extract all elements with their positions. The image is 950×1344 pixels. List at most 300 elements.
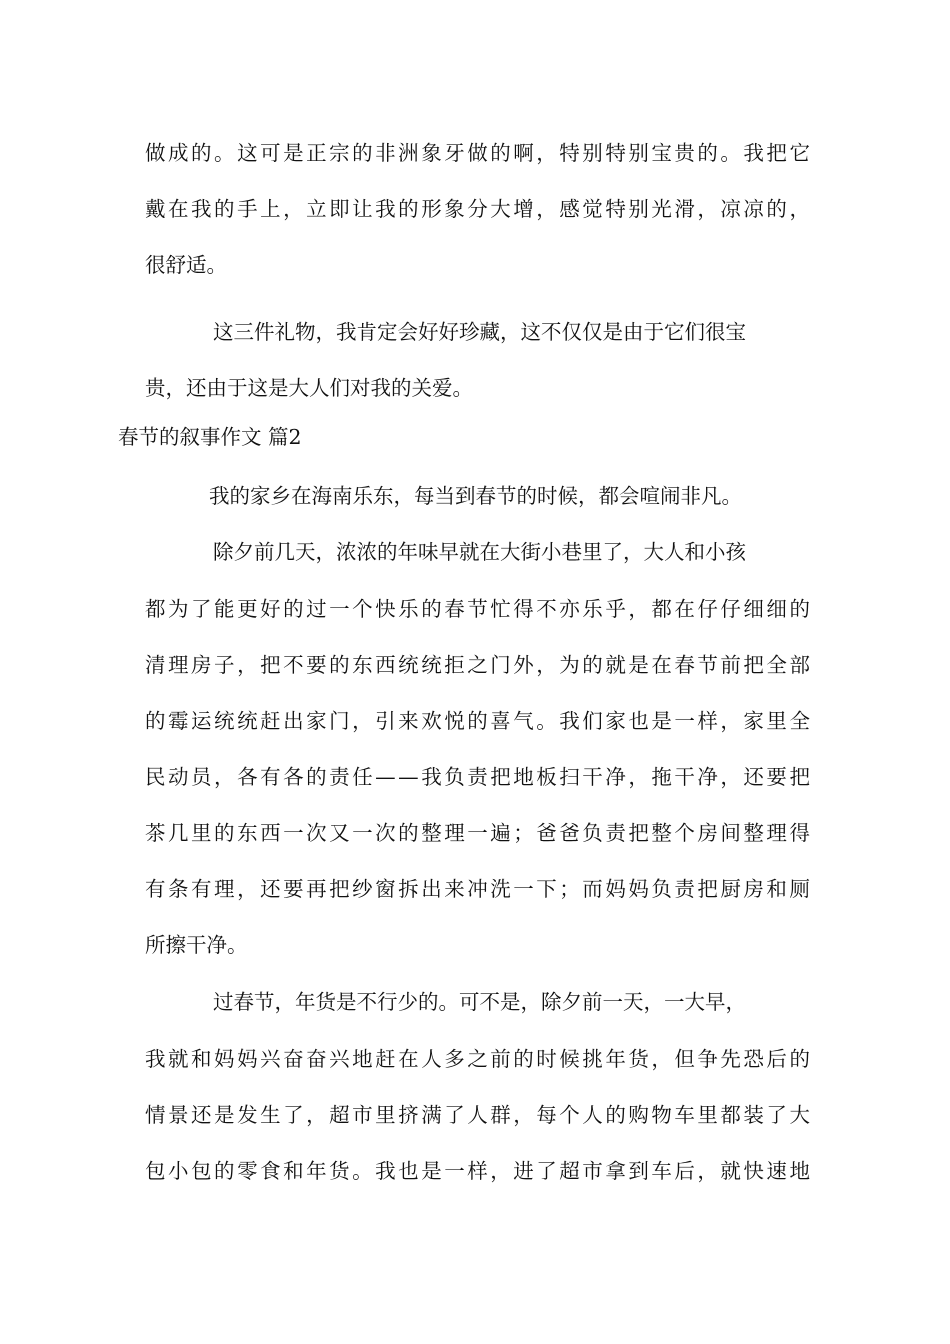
text-char: 而 <box>582 877 603 901</box>
text-char: 房 <box>743 877 764 901</box>
text-char: 喜 <box>490 709 511 733</box>
text-char: 的 <box>214 197 235 221</box>
text-char: 是 <box>214 1103 235 1127</box>
text-char: 细 <box>766 597 787 621</box>
text-char: 的 <box>421 597 442 621</box>
text-char: 净 <box>605 765 626 789</box>
text-char: ， <box>536 197 557 221</box>
text-char: 把 <box>766 141 787 165</box>
text-char: 有 <box>260 765 281 789</box>
text-char: 是 <box>421 1159 442 1183</box>
text-char: 全 <box>789 709 810 733</box>
text-char: 它 <box>789 141 810 165</box>
text-char: 但 <box>674 1047 695 1071</box>
text-char: 都 <box>145 597 166 621</box>
text-char: 增 <box>513 197 534 221</box>
text-char: 到 <box>628 1159 649 1183</box>
text-char: 冲 <box>467 877 488 901</box>
text-char: 别 <box>628 197 649 221</box>
text-char: 负 <box>651 877 672 901</box>
text-char: ， <box>513 1103 534 1127</box>
text-char: 亦 <box>559 597 580 621</box>
text-char: ， <box>628 765 649 789</box>
text-char: 个 <box>352 597 373 621</box>
text-char: 个 <box>559 1103 580 1127</box>
text-char: 上 <box>260 197 281 221</box>
text-char: 地 <box>352 1047 373 1071</box>
text-char: 都 <box>651 597 672 621</box>
paragraph-three-gifts <box>145 304 810 416</box>
text-char: 扫 <box>559 765 580 789</box>
text-char: 能 <box>214 597 235 621</box>
text-char: 出 <box>283 709 304 733</box>
text-char: 前 <box>720 653 741 677</box>
text-char: 的 <box>398 821 419 845</box>
text-char: 的 <box>191 141 212 165</box>
text-line <box>145 524 810 581</box>
text-char: 零 <box>237 1159 258 1183</box>
text-line <box>145 237 810 293</box>
text-char: 部 <box>789 653 810 677</box>
text-char: 货 <box>628 1047 649 1071</box>
text-char: ， <box>536 141 557 165</box>
text-char: 统 <box>421 653 442 677</box>
text-line-content: 过春节，年货是不行少的。可不是，除夕前一天，一大早， <box>213 990 746 1014</box>
text-char: 干 <box>674 765 695 789</box>
text-char: 宝 <box>651 141 672 165</box>
text-char: 样 <box>697 709 718 733</box>
text-char: 兴 <box>260 1047 281 1071</box>
text-char: 为 <box>559 653 580 677</box>
text-char: 一 <box>283 821 304 845</box>
text-char: 也 <box>628 709 649 733</box>
text-line-content: 除夕前几天，浓浓的年味早就在大街小巷里了，大人和小孩 <box>213 540 746 564</box>
text-char: 人 <box>421 1047 442 1071</box>
text-char: 厨 <box>720 877 741 901</box>
text-line <box>145 637 810 693</box>
text-char: 奋 <box>283 1047 304 1071</box>
text-char: 负 <box>582 821 603 845</box>
text-char: 的 <box>145 709 166 733</box>
text-char: 东 <box>237 821 258 845</box>
text-char: ， <box>536 653 557 677</box>
text-char: 为 <box>168 597 189 621</box>
text-char: 都 <box>720 1103 741 1127</box>
text-char: 细 <box>743 597 764 621</box>
text-char: 一 <box>444 1159 465 1183</box>
text-char: 把 <box>789 765 810 789</box>
text-char: 满 <box>421 1103 442 1127</box>
text-char: 和 <box>766 877 787 901</box>
text-char: 理 <box>444 821 465 845</box>
text-char: 间 <box>720 821 741 845</box>
text-char: 一 <box>467 821 488 845</box>
text-char: 把 <box>490 765 511 789</box>
text-char: 清 <box>145 653 166 677</box>
text-line <box>145 861 810 917</box>
text-char: 和 <box>191 1047 212 1071</box>
text-char: 统 <box>398 653 419 677</box>
text-char: 购 <box>628 1103 649 1127</box>
text-char: 情 <box>145 1103 166 1127</box>
text-char: 的 <box>789 597 810 621</box>
text-char: 是 <box>628 653 649 677</box>
text-char: 手 <box>237 197 258 221</box>
text-char: 得 <box>513 597 534 621</box>
text-char: 把 <box>743 653 764 677</box>
text-char: 也 <box>398 1159 419 1183</box>
text-char: 啊 <box>513 141 534 165</box>
text-char: 后 <box>674 1159 695 1183</box>
text-char: 来 <box>398 709 419 733</box>
text-char: 责 <box>674 877 695 901</box>
text-char: 多 <box>444 1047 465 1071</box>
text-char: 地 <box>513 765 534 789</box>
text-char: 我 <box>559 709 580 733</box>
text-char: 发 <box>237 1103 258 1127</box>
text-line <box>145 581 810 637</box>
text-char: 得 <box>789 821 810 845</box>
text-char: 别 <box>582 141 603 165</box>
text-char: 再 <box>306 877 327 901</box>
text-char: 仔 <box>720 597 741 621</box>
text-char: 小 <box>168 1159 189 1183</box>
text-char: 年 <box>605 1047 626 1071</box>
text-line-content: 很舒适。 <box>145 253 227 277</box>
text-char: 拿 <box>605 1159 626 1183</box>
text-line-content: 贵，还由于这是大人们对我的关爱。 <box>145 376 473 400</box>
text-char: 货 <box>329 1159 350 1183</box>
text-char: 还 <box>743 765 764 789</box>
section-heading: 春节的叙事作文 篇2 <box>118 425 302 449</box>
text-char: 爸 <box>536 821 557 845</box>
text-char: 有 <box>145 877 166 901</box>
text-char: 的 <box>306 765 327 789</box>
text-char: 运 <box>191 709 212 733</box>
text-char: 的 <box>214 1159 235 1183</box>
text-char: 门 <box>329 709 350 733</box>
text-char: 忙 <box>490 597 511 621</box>
text-char: 里 <box>766 709 787 733</box>
text-line-content: 我的家乡在海南乐东，每当到春节的时候，都会喧闹非凡。 <box>209 484 742 508</box>
text-char: 滑 <box>674 197 695 221</box>
text-char: 快 <box>743 1159 764 1183</box>
text-char: 奋 <box>306 1047 327 1071</box>
text-char: 之 <box>467 653 488 677</box>
text-char: 西 <box>260 821 281 845</box>
text-char: 一 <box>352 821 373 845</box>
text-char: 时 <box>536 1047 557 1071</box>
text-char: 拒 <box>444 653 465 677</box>
text-char: 就 <box>720 1159 741 1183</box>
text-char: 的 <box>467 709 488 733</box>
text-char: 统 <box>214 709 235 733</box>
text-char: 是 <box>651 709 672 733</box>
text-char: 员 <box>191 765 212 789</box>
text-char: 板 <box>536 765 557 789</box>
text-char: ， <box>720 709 741 733</box>
text-char: 挤 <box>398 1103 419 1127</box>
text-char: 装 <box>743 1103 764 1127</box>
text-char: 的 <box>398 197 419 221</box>
text-char: 家 <box>605 709 626 733</box>
text-char: 人 <box>582 1103 603 1127</box>
text-char: 整 <box>421 821 442 845</box>
text-char: 我 <box>743 141 764 165</box>
text-char: 东 <box>352 653 373 677</box>
text-char: 干 <box>582 765 603 789</box>
text-char: 我 <box>375 197 396 221</box>
text-char: 负 <box>444 765 465 789</box>
text-char: 让 <box>352 197 373 221</box>
text-char: 每 <box>536 1103 557 1127</box>
text-char: 景 <box>168 1103 189 1127</box>
text-char: 理 <box>214 877 235 901</box>
text-char: 几 <box>168 821 189 845</box>
text-char: 节 <box>467 597 488 621</box>
text-char: 们 <box>582 709 603 733</box>
text-char: 一 <box>329 597 350 621</box>
text-char: 次 <box>306 821 327 845</box>
text-line <box>145 749 810 805</box>
text-char: ， <box>697 1159 718 1183</box>
text-char: 就 <box>605 653 626 677</box>
text-char: 霉 <box>168 709 189 733</box>
text-char: 这 <box>237 141 258 165</box>
text-char: 又 <box>329 821 350 845</box>
text-char: 正 <box>306 141 327 165</box>
text-char: 欢 <box>421 709 442 733</box>
text-char: 可 <box>260 141 281 165</box>
text-char: 就 <box>168 1047 189 1071</box>
text-char: 了 <box>536 1159 557 1183</box>
text-char: ， <box>697 197 718 221</box>
text-char: 乎 <box>605 597 626 621</box>
text-char: 整 <box>743 821 764 845</box>
text-char: 的 <box>766 197 787 221</box>
text-char: 里 <box>375 1103 396 1127</box>
text-char: 戴 <box>145 197 166 221</box>
text-char: 理 <box>168 653 189 677</box>
text-char: 前 <box>490 1047 511 1071</box>
text-char: 要 <box>283 877 304 901</box>
text-char: 凉 <box>743 197 764 221</box>
text-line-content: 这三件礼物，我肯定会好好珍藏，这不仅仅是由于它们很宝 <box>213 320 746 344</box>
text-char: 净 <box>697 765 718 789</box>
text-char: 在 <box>674 597 695 621</box>
text-char: 还 <box>260 877 281 901</box>
text-line <box>145 304 810 360</box>
text-char: 责 <box>467 765 488 789</box>
text-char: 任 <box>352 765 373 789</box>
text-char: 个 <box>674 821 695 845</box>
text-char: 民 <box>145 765 166 789</box>
text-char: 特 <box>605 197 626 221</box>
text-char: 先 <box>720 1047 741 1071</box>
text-char: 要 <box>766 765 787 789</box>
text-char: 妈 <box>628 877 649 901</box>
text-char: 把 <box>329 877 350 901</box>
text-char: 洗 <box>490 877 511 901</box>
text-char: 我 <box>145 1047 166 1071</box>
text-char: 遍 <box>490 821 511 845</box>
text-char: 乐 <box>398 597 419 621</box>
text-char: 洲 <box>398 141 419 165</box>
text-char: 出 <box>421 877 442 901</box>
text-char: — <box>398 765 419 789</box>
text-char: 妈 <box>605 877 626 901</box>
text-char: 象 <box>444 197 465 221</box>
text-char: 纱 <box>352 877 373 901</box>
text-char: 西 <box>375 653 396 677</box>
text-char: 牙 <box>444 141 465 165</box>
text-char: 了 <box>766 1103 787 1127</box>
text-char: 即 <box>329 197 350 221</box>
text-char: 责 <box>605 821 626 845</box>
text-char: 统 <box>237 709 258 733</box>
text-char: 车 <box>674 1103 695 1127</box>
text-char: 象 <box>421 141 442 165</box>
text-char: 责 <box>329 765 350 789</box>
text-char: 理 <box>766 821 787 845</box>
text-char: 。 <box>536 709 557 733</box>
text-line-content: 所擦干净。 <box>145 933 248 957</box>
text-char: 的 <box>582 653 603 677</box>
text-char: 市 <box>582 1159 603 1183</box>
text-char: ； <box>513 821 534 845</box>
text-char: 特 <box>559 141 580 165</box>
text-char: 子 <box>214 653 235 677</box>
text-char: 各 <box>283 765 304 789</box>
text-char: 光 <box>651 197 672 221</box>
text-char: 包 <box>145 1159 166 1183</box>
text-char: 一 <box>513 877 534 901</box>
text-char: 后 <box>766 1047 787 1071</box>
text-char: 下 <box>536 877 557 901</box>
text-char: 了 <box>444 1103 465 1127</box>
text-char: 了 <box>283 1103 304 1127</box>
text-char: 了 <box>191 597 212 621</box>
text-char: 人 <box>467 1103 488 1127</box>
text-char: 食 <box>260 1159 281 1183</box>
text-char: 。 <box>352 1159 373 1183</box>
text-char: ， <box>490 1159 511 1183</box>
text-char: 的 <box>490 141 511 165</box>
text-char: 和 <box>283 1159 304 1183</box>
text-char: 候 <box>559 1047 580 1071</box>
text-char: ， <box>237 653 258 677</box>
text-char: 春 <box>674 653 695 677</box>
text-char: 里 <box>191 821 212 845</box>
text-char: 过 <box>306 597 327 621</box>
text-char: 赶 <box>375 1047 396 1071</box>
text-char: 的 <box>697 141 718 165</box>
text-char: 生 <box>260 1103 281 1127</box>
text-char: 赶 <box>260 709 281 733</box>
text-char: 春 <box>444 597 465 621</box>
text-char: 拆 <box>398 877 419 901</box>
text-char: 的 <box>605 1103 626 1127</box>
text-char: 窗 <box>375 877 396 901</box>
text-char: 拖 <box>651 765 672 789</box>
text-line <box>145 693 810 749</box>
text-char: 。 <box>214 141 235 165</box>
text-char: 形 <box>421 197 442 221</box>
text-char: ； <box>559 877 580 901</box>
text-char: — <box>375 765 396 789</box>
text-char: 茶 <box>145 821 166 845</box>
text-char: 好 <box>260 597 281 621</box>
text-char: 不 <box>283 653 304 677</box>
text-char: ， <box>306 1103 327 1127</box>
text-char: 之 <box>467 1047 488 1071</box>
text-char: 各 <box>237 765 258 789</box>
text-char: 争 <box>697 1047 718 1071</box>
text-char: 大 <box>490 197 511 221</box>
text-char: 别 <box>628 141 649 165</box>
text-char: ， <box>789 197 810 221</box>
text-line <box>145 468 810 524</box>
text-char: 外 <box>513 653 534 677</box>
text-char: 妈 <box>214 1047 235 1071</box>
text-char: 家 <box>306 709 327 733</box>
text-char: 恐 <box>743 1047 764 1071</box>
text-char: 妈 <box>237 1047 258 1071</box>
text-char: ， <box>283 197 304 221</box>
text-char: 进 <box>513 1159 534 1183</box>
text-char: 立 <box>306 197 327 221</box>
text-char: 厕 <box>789 877 810 901</box>
text-char: 我 <box>191 197 212 221</box>
text-char: ， <box>651 1047 672 1071</box>
text-char: 贵 <box>674 141 695 165</box>
text-char: 还 <box>191 1103 212 1127</box>
text-char: 超 <box>329 1103 350 1127</box>
text-char: 大 <box>789 1103 810 1127</box>
text-char: 家 <box>743 709 764 733</box>
text-char: 宗 <box>329 141 350 165</box>
text-char: 包 <box>191 1159 212 1183</box>
text-char: 的 <box>283 597 304 621</box>
text-char: ， <box>720 765 741 789</box>
text-char: 车 <box>651 1159 672 1183</box>
text-char: 整 <box>651 821 672 845</box>
text-char: 群 <box>490 1103 511 1127</box>
text-char: 乐 <box>582 597 603 621</box>
text-char: 凉 <box>720 197 741 221</box>
text-line <box>145 1087 810 1143</box>
text-char: 仔 <box>697 597 718 621</box>
text-char: 的 <box>352 141 373 165</box>
text-char: 一 <box>674 709 695 733</box>
text-char: 特 <box>605 141 626 165</box>
text-char: 的 <box>329 653 350 677</box>
text-char: 成 <box>168 141 189 165</box>
text-char: 房 <box>191 653 212 677</box>
text-char: 快 <box>375 597 396 621</box>
text-char: 。 <box>720 141 741 165</box>
text-char: 里 <box>697 1103 718 1127</box>
text-char: 市 <box>352 1103 373 1127</box>
text-line <box>145 805 810 861</box>
text-char: 在 <box>651 653 672 677</box>
text-char: 觉 <box>582 197 603 221</box>
text-char: 样 <box>467 1159 488 1183</box>
text-char: 做 <box>145 141 166 165</box>
text-char: 我 <box>375 1159 396 1183</box>
text-char: 分 <box>467 197 488 221</box>
text-char: 条 <box>168 877 189 901</box>
